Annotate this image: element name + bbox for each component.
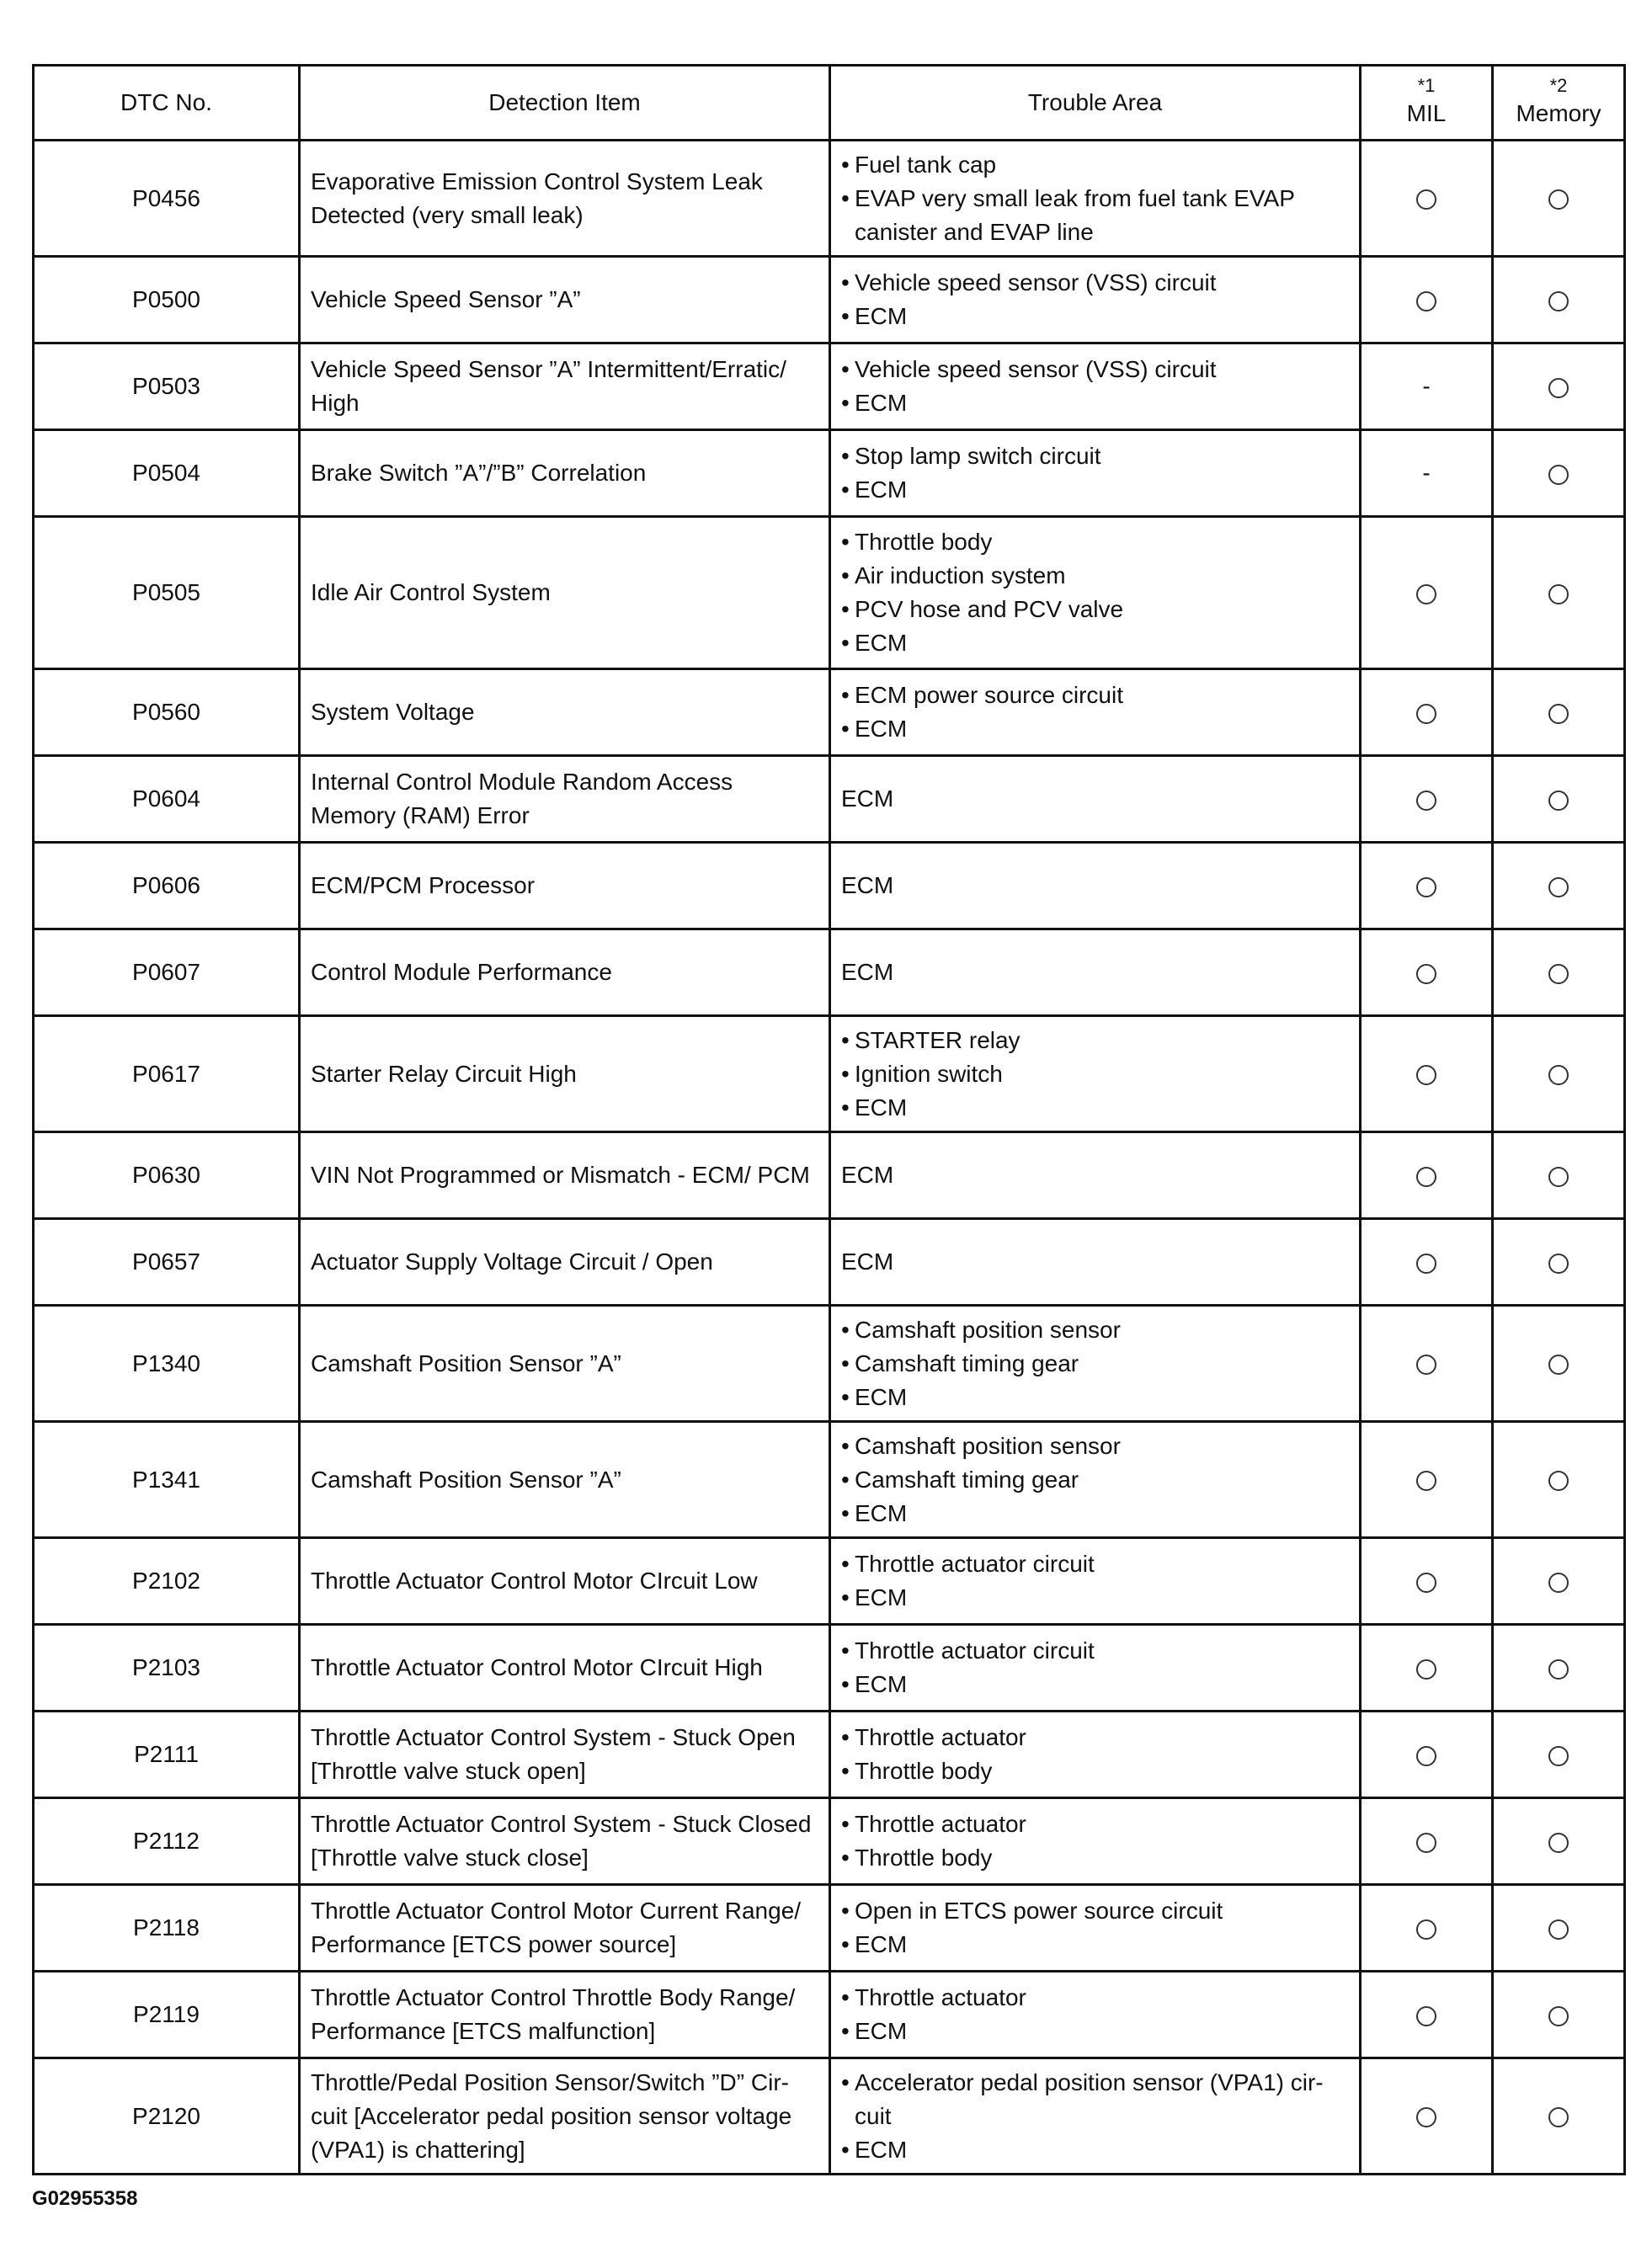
memory-indicator	[1493, 1712, 1625, 1798]
memory-indicator	[1493, 343, 1625, 430]
circle-icon	[1416, 1471, 1436, 1491]
detection-item: Control Module Performance	[300, 929, 830, 1016]
memory-indicator	[1493, 1219, 1625, 1306]
bullet-icon: •	[841, 1499, 850, 1526]
trouble-area-text: ECM	[855, 1584, 908, 1610]
memory-indicator	[1493, 430, 1625, 517]
table-row	[34, 1132, 1625, 1219]
dtc-code: P2120	[34, 2058, 300, 2175]
mil-indicator	[1361, 1625, 1493, 1712]
trouble-area	[830, 669, 1361, 756]
header-trouble-area: Trouble Area	[830, 66, 1361, 141]
trouble-area	[830, 1306, 1361, 1422]
circle-icon	[1548, 704, 1569, 724]
trouble-area-text: STARTER relay	[855, 1026, 1021, 1053]
dtc-code: P2111	[34, 1712, 300, 1798]
circle-icon	[1416, 2107, 1436, 2127]
trouble-area-item	[841, 2066, 1349, 2133]
bullet-icon: •	[841, 1350, 850, 1376]
bullet-icon: •	[841, 1811, 850, 1837]
bullet-icon: •	[841, 1026, 850, 1053]
bullet-icon: •	[841, 476, 850, 503]
trouble-area-text: Throttle body	[855, 1845, 993, 1871]
trouble-area-item	[841, 1024, 1349, 1057]
mil-indicator	[1361, 1972, 1493, 2058]
trouble-area-text: Throttle actuator	[855, 1811, 1026, 1837]
table-row	[34, 1972, 1625, 2058]
bullet-icon: •	[841, 1845, 850, 1871]
memory-indicator	[1493, 1016, 1625, 1132]
trouble-area-item	[841, 626, 1349, 660]
trouble-area	[830, 1972, 1361, 2058]
circle-icon	[1548, 189, 1569, 210]
table-row	[34, 1712, 1625, 1798]
detection-item: Brake Switch ”A”/”B” Correlation	[300, 430, 830, 517]
mil-indicator	[1361, 141, 1493, 257]
detection-item: Throttle Actuator Control System - Stuck Closed [Throttle valve stuck close]	[300, 1798, 830, 1885]
bullet-icon: •	[841, 1316, 850, 1343]
trouble-area-text: Camshaft position sensor	[855, 1316, 1121, 1343]
trouble-area: ECM	[830, 1132, 1361, 1219]
trouble-area-item	[841, 525, 1349, 559]
trouble-area-text: Throttle body	[855, 1758, 993, 1784]
dtc-code: P1341	[34, 1422, 300, 1538]
trouble-area-text: ECM	[855, 716, 908, 742]
memory-indicator	[1493, 1625, 1625, 1712]
mil-indicator	[1361, 1712, 1493, 1798]
detection-item: Camshaft Position Sensor ”A”	[300, 1422, 830, 1538]
mil-indicator	[1361, 1306, 1493, 1422]
trouble-area-text: Fuel tank cap	[855, 151, 997, 178]
trouble-area	[830, 1016, 1361, 1132]
header-row	[34, 66, 1625, 141]
trouble-area	[830, 141, 1361, 257]
bullet-icon: •	[841, 1094, 850, 1121]
table-row	[34, 929, 1625, 1016]
memory-indicator	[1493, 517, 1625, 669]
trouble-area: ECM	[830, 929, 1361, 1016]
trouble-area-item	[841, 1894, 1349, 1928]
trouble-area-item	[841, 712, 1349, 746]
trouble-area-item	[841, 182, 1349, 249]
trouble-area-item	[841, 1581, 1349, 1615]
bullet-icon: •	[841, 184, 850, 211]
circle-icon	[1548, 2107, 1569, 2127]
trouble-area-text: ECM	[855, 1931, 908, 1957]
trouble-area: ECM	[830, 843, 1361, 929]
header-dtc: DTC No.	[34, 66, 300, 141]
table-row	[34, 343, 1625, 430]
mil-indicator	[1361, 1885, 1493, 1972]
dtc-code: P0456	[34, 141, 300, 257]
dtc-code: P0504	[34, 430, 300, 517]
memory-indicator	[1493, 756, 1625, 843]
dtc-code: P0657	[34, 1219, 300, 1306]
trouble-area: ECM	[830, 756, 1361, 843]
table-row	[34, 257, 1625, 343]
trouble-area-item	[841, 1091, 1349, 1125]
circle-icon	[1416, 964, 1436, 984]
detection-item: VIN Not Programmed or Mismatch - ECM/ PCM	[300, 1132, 830, 1219]
memory-indicator	[1493, 1885, 1625, 1972]
memory-footnote-mark: *2	[1549, 75, 1568, 96]
trouble-area-item	[841, 1547, 1349, 1581]
trouble-area-text: Throttle actuator circuit	[855, 1637, 1095, 1664]
trouble-area-text: ECM	[855, 476, 908, 503]
circle-icon	[1416, 704, 1436, 724]
bullet-icon: •	[841, 269, 850, 295]
dtc-code: P0607	[34, 929, 300, 1016]
detection-item: ECM/PCM Processor	[300, 843, 830, 929]
trouble-area-item	[841, 148, 1349, 182]
dtc-code: P0606	[34, 843, 300, 929]
trouble-area-text: EVAP very small leak from fuel tank EVAP canister and EVAP line	[855, 184, 1295, 245]
bullet-icon: •	[841, 1637, 850, 1664]
memory-indicator	[1493, 141, 1625, 257]
dtc-code: P2119	[34, 1972, 300, 2058]
circle-icon	[1548, 1254, 1569, 1274]
trouble-area: ECM	[830, 1219, 1361, 1306]
bullet-icon: •	[841, 1758, 850, 1784]
trouble-area-text: Camshaft timing gear	[855, 1350, 1079, 1376]
detection-item: Camshaft Position Sensor ”A”	[300, 1306, 830, 1422]
trouble-area-item	[841, 1381, 1349, 1414]
table-row	[34, 1306, 1625, 1422]
trouble-area-text: Throttle actuator circuit	[855, 1551, 1095, 1577]
bullet-icon: •	[841, 2018, 850, 2044]
dtc-table	[32, 64, 1626, 2175]
trouble-area-item	[841, 1634, 1349, 1668]
circle-icon	[1416, 1065, 1436, 1085]
bullet-icon: •	[841, 1931, 850, 1957]
dtc-code: P0617	[34, 1016, 300, 1132]
trouble-area-item	[841, 473, 1349, 507]
trouble-area-text: Air induction system	[855, 562, 1066, 588]
trouble-area-text: ECM	[855, 303, 908, 329]
bullet-icon: •	[841, 1060, 850, 1087]
trouble-area	[830, 1422, 1361, 1538]
mil-indicator	[1361, 1016, 1493, 1132]
trouble-area-item	[841, 1807, 1349, 1841]
bullet-icon: •	[841, 1551, 850, 1577]
dtc-code: P0560	[34, 669, 300, 756]
bullet-icon: •	[841, 1383, 850, 1410]
detection-item: Idle Air Control System	[300, 517, 830, 669]
mil-indicator	[1361, 756, 1493, 843]
circle-icon	[1416, 877, 1436, 897]
mil-indicator	[1361, 1132, 1493, 1219]
bullet-icon: •	[841, 1724, 850, 1750]
circle-icon	[1416, 1254, 1436, 1274]
circle-icon	[1548, 791, 1569, 811]
trouble-area	[830, 1798, 1361, 1885]
trouble-area-item	[841, 2133, 1349, 2167]
trouble-area-item	[841, 439, 1349, 473]
circle-icon	[1548, 1746, 1569, 1766]
bullet-icon: •	[841, 303, 850, 329]
bullet-icon: •	[841, 151, 850, 178]
header-detection-item: Detection Item	[300, 66, 830, 141]
trouble-area	[830, 1625, 1361, 1712]
trouble-area-item	[841, 679, 1349, 712]
trouble-area-item	[841, 353, 1349, 386]
mil-indicator	[1361, 430, 1493, 517]
detection-item: Evaporative Emission Control System Leak Detected (very small leak)	[300, 141, 830, 257]
header-mil	[1361, 66, 1493, 141]
dtc-code: P1340	[34, 1306, 300, 1422]
detection-item: Throttle Actuator Control Motor Current Range/ Performance [ETCS power source]	[300, 1885, 830, 1972]
memory-indicator	[1493, 1538, 1625, 1625]
table-row	[34, 1422, 1625, 1538]
bullet-icon: •	[841, 682, 850, 708]
memory-label: Memory	[1516, 100, 1601, 126]
table-row	[34, 1885, 1625, 1972]
table-row	[34, 1538, 1625, 1625]
bullet-icon: •	[841, 562, 850, 588]
memory-indicator	[1493, 1422, 1625, 1538]
dtc-code: P2118	[34, 1885, 300, 1972]
table-row	[34, 2058, 1625, 2175]
mil-indicator	[1361, 517, 1493, 669]
trouble-area-item	[841, 1429, 1349, 1463]
trouble-area	[830, 343, 1361, 430]
dtc-code: P0500	[34, 257, 300, 343]
detection-item: Throttle Actuator Control Throttle Body Range/ Performance [ETCS malfunction]	[300, 1972, 830, 2058]
table-body	[34, 141, 1625, 2175]
trouble-area-text: ECM	[855, 1499, 908, 1526]
trouble-area-item	[841, 1928, 1349, 1962]
dash-mark: -	[1422, 373, 1431, 399]
detection-item: Throttle Actuator Control System - Stuck Open [Throttle valve stuck open]	[300, 1712, 830, 1798]
trouble-area-text: Ignition switch	[855, 1060, 1003, 1087]
bullet-icon: •	[841, 1898, 850, 1924]
trouble-area-text: Open in ETCS power source circuit	[855, 1898, 1223, 1924]
bullet-icon: •	[841, 356, 850, 382]
mil-indicator	[1361, 929, 1493, 1016]
detection-item: Actuator Supply Voltage Circuit / Open	[300, 1219, 830, 1306]
trouble-area	[830, 1885, 1361, 1972]
trouble-area-text: Accelerator pedal position sensor (VPA1) cir-cuit	[855, 2068, 1324, 2129]
bullet-icon: •	[841, 2136, 850, 2163]
circle-icon	[1416, 1833, 1436, 1853]
circle-icon	[1416, 1167, 1436, 1187]
trouble-area-text: ECM	[855, 630, 908, 656]
mil-indicator	[1361, 257, 1493, 343]
bullet-icon: •	[841, 630, 850, 656]
mil-indicator	[1361, 343, 1493, 430]
trouble-area-text: Stop lamp switch circuit	[855, 443, 1101, 469]
bullet-icon: •	[841, 443, 850, 469]
circle-icon	[1548, 1167, 1569, 1187]
circle-icon	[1548, 1355, 1569, 1375]
bullet-icon: •	[841, 1671, 850, 1697]
mil-indicator	[1361, 1422, 1493, 1538]
table-row	[34, 756, 1625, 843]
dtc-code: P2103	[34, 1625, 300, 1712]
memory-indicator	[1493, 929, 1625, 1016]
trouble-area-text: Vehicle speed sensor (VSS) circuit	[855, 269, 1217, 295]
trouble-area-text: ECM	[855, 2136, 908, 2163]
mil-indicator	[1361, 843, 1493, 929]
bullet-icon: •	[841, 2068, 850, 2095]
circle-icon	[1416, 1659, 1436, 1680]
circle-icon	[1548, 1919, 1569, 1940]
table-row	[34, 1798, 1625, 1885]
trouble-area	[830, 430, 1361, 517]
circle-icon	[1416, 791, 1436, 811]
trouble-area-text: ECM	[855, 390, 908, 416]
memory-indicator	[1493, 257, 1625, 343]
memory-indicator	[1493, 1972, 1625, 2058]
dtc-code: P0503	[34, 343, 300, 430]
table-row	[34, 843, 1625, 929]
detection-item: Throttle/Pedal Position Sensor/Switch ”D” Cir-cuit [Accelerator pedal position sensor voltage (VPA1) is chattering]	[300, 2058, 830, 2175]
dtc-code: P0630	[34, 1132, 300, 1219]
memory-indicator	[1493, 1306, 1625, 1422]
circle-icon	[1548, 1659, 1569, 1680]
circle-icon	[1416, 189, 1436, 210]
header-memory	[1493, 66, 1625, 141]
trouble-area-item	[841, 593, 1349, 626]
detection-item: Throttle Actuator Control Motor CIrcuit High	[300, 1625, 830, 1712]
circle-icon	[1548, 1471, 1569, 1491]
trouble-area-item	[841, 2015, 1349, 2048]
trouble-area-item	[841, 1841, 1349, 1875]
circle-icon	[1548, 2006, 1569, 2026]
table-row	[34, 1219, 1625, 1306]
trouble-area	[830, 257, 1361, 343]
trouble-area	[830, 2058, 1361, 2175]
bullet-icon: •	[841, 1432, 850, 1459]
circle-icon	[1548, 465, 1569, 485]
trouble-area-text: ECM	[855, 1383, 908, 1410]
mil-indicator	[1361, 1798, 1493, 1885]
circle-icon	[1416, 291, 1436, 311]
circle-icon	[1416, 584, 1436, 604]
trouble-area-text: Camshaft position sensor	[855, 1432, 1121, 1459]
detection-item: System Voltage	[300, 669, 830, 756]
detection-item: Starter Relay Circuit High	[300, 1016, 830, 1132]
dtc-code: P2112	[34, 1798, 300, 1885]
bullet-icon: •	[841, 1466, 850, 1493]
trouble-area-item	[841, 559, 1349, 593]
memory-indicator	[1493, 669, 1625, 756]
table-row	[34, 1625, 1625, 1712]
bullet-icon: •	[841, 529, 850, 555]
trouble-area-item	[841, 386, 1349, 420]
trouble-area-item	[841, 1981, 1349, 2015]
circle-icon	[1416, 1746, 1436, 1766]
table-row	[34, 430, 1625, 517]
bullet-icon: •	[841, 1584, 850, 1610]
trouble-area-text: Vehicle speed sensor (VSS) circuit	[855, 356, 1217, 382]
bullet-icon: •	[841, 716, 850, 742]
table-row	[34, 1016, 1625, 1132]
mil-indicator	[1361, 2058, 1493, 2175]
circle-icon	[1416, 1919, 1436, 1940]
trouble-area-item	[841, 1497, 1349, 1531]
circle-icon	[1548, 1573, 1569, 1593]
detection-item: Vehicle Speed Sensor ”A”	[300, 257, 830, 343]
detection-item: Throttle Actuator Control Motor CIrcuit Low	[300, 1538, 830, 1625]
bullet-icon: •	[841, 1984, 850, 2010]
trouble-area-text: Throttle actuator	[855, 1984, 1026, 2010]
mil-indicator	[1361, 669, 1493, 756]
trouble-area-text: ECM power source circuit	[855, 682, 1123, 708]
trouble-area-item	[841, 266, 1349, 300]
trouble-area-item	[841, 1754, 1349, 1788]
trouble-area-text: ECM	[855, 2018, 908, 2044]
memory-indicator	[1493, 1798, 1625, 1885]
dtc-code: P0505	[34, 517, 300, 669]
trouble-area-text: Camshaft timing gear	[855, 1466, 1079, 1493]
trouble-area-text: ECM	[855, 1094, 908, 1121]
trouble-area-item	[841, 1668, 1349, 1701]
circle-icon	[1416, 2006, 1436, 2026]
figure-id: G02955358	[32, 2187, 138, 2210]
memory-indicator	[1493, 843, 1625, 929]
circle-icon	[1548, 584, 1569, 604]
detection-item: Vehicle Speed Sensor ”A” Intermittent/Erratic/ High	[300, 343, 830, 430]
table-row	[34, 517, 1625, 669]
mil-indicator	[1361, 1219, 1493, 1306]
table-row	[34, 669, 1625, 756]
circle-icon	[1548, 291, 1569, 311]
bullet-icon: •	[841, 596, 850, 622]
circle-icon	[1548, 964, 1569, 984]
trouble-area	[830, 1538, 1361, 1625]
trouble-area-item	[841, 1347, 1349, 1381]
detection-item: Internal Control Module Random Access Memory (RAM) Error	[300, 756, 830, 843]
dash-mark: -	[1422, 460, 1431, 486]
memory-indicator	[1493, 1132, 1625, 1219]
bullet-icon: •	[841, 390, 850, 416]
trouble-area	[830, 1712, 1361, 1798]
mil-footnote-mark: *1	[1417, 75, 1436, 96]
trouble-area-text: Throttle actuator	[855, 1724, 1026, 1750]
dtc-code: P0604	[34, 756, 300, 843]
mil-indicator	[1361, 1538, 1493, 1625]
circle-icon	[1416, 1355, 1436, 1375]
trouble-area	[830, 517, 1361, 669]
trouble-area-item	[841, 1463, 1349, 1497]
circle-icon	[1416, 1573, 1436, 1593]
trouble-area-item	[841, 1313, 1349, 1347]
trouble-area-text: ECM	[855, 1671, 908, 1697]
table-row	[34, 141, 1625, 257]
mil-label: MIL	[1406, 100, 1447, 126]
trouble-area-item	[841, 300, 1349, 333]
trouble-area-item	[841, 1057, 1349, 1091]
circle-icon	[1548, 378, 1569, 398]
trouble-area-item	[841, 1721, 1349, 1754]
dtc-code: P2102	[34, 1538, 300, 1625]
trouble-area-text: Throttle body	[855, 529, 993, 555]
circle-icon	[1548, 877, 1569, 897]
memory-indicator	[1493, 2058, 1625, 2175]
circle-icon	[1548, 1065, 1569, 1085]
circle-icon	[1548, 1833, 1569, 1853]
trouble-area-text: PCV hose and PCV valve	[855, 596, 1124, 622]
